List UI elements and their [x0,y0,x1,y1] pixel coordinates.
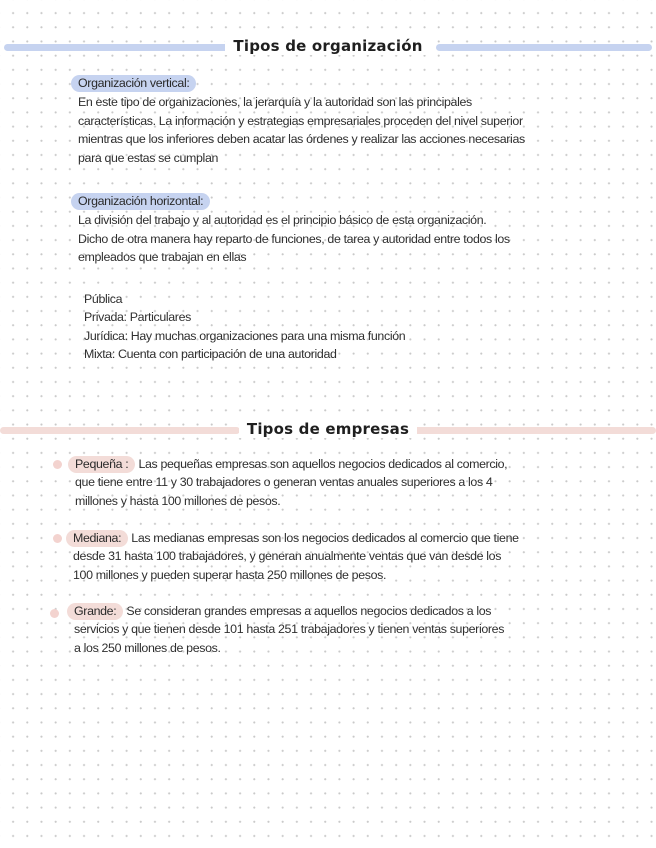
vertical-organization-text [71,93,611,167]
horizontal-organization-block [71,192,611,267]
vertical-organization-label: Organización vertical: [71,75,196,92]
text-line: desde 31 hasta 100 trabajadores, y generan anualmente ventas que van desde los [73,549,502,564]
item-label: Grande: [67,603,123,620]
text-line: servicios y que tienen desde 101 hasta 251 trabajadores y tienen ventas superiores [74,622,505,637]
empresa-item-grande [67,602,587,657]
empresa-item-mediana [66,529,586,584]
list-item: Pública [84,292,123,306]
text-line: para que estas se cumplan [78,150,219,165]
vertical-organization-block [71,74,611,167]
text-line: mientras que los inferiores deben acatar las órdenes y realizar las acciones necesarias [78,132,525,147]
list-item: Jurídica: Hay muchas organizaciones para una misma función [84,328,406,343]
empresa-item-pequena [68,455,588,510]
text-line: Dicho de otra manera hay reparto de funciones, de tarea y autoridad entre todos los [78,231,510,246]
text-line: a los 250 millones de pesos. [74,640,221,655]
text-line: millones y hasta 100 millones de pesos. [75,493,281,508]
text-line: 100 millones y pueden superar hasta 250 millones de pesos. [73,567,387,582]
section-title-text: Tipos de organización [225,37,430,55]
section-title [0,420,656,438]
section-title [0,37,656,55]
section-organizacion-header [0,37,656,57]
item-text: Se consideran grandes empresas a aquellos negocios dedicados a los [123,604,492,618]
list-item: Privada: Particulares [84,310,191,325]
item-body [67,620,587,657]
bullet-dot [50,609,59,618]
section-empresas-header [0,420,656,440]
item-text: Las pequeñas empresas son aquellos negocios dedicados al comercio, [135,457,508,471]
item-body [66,547,586,584]
item-body [68,473,588,510]
text-line: En este tipo de organizaciones, la jerarquía y la autoridad son las principales [78,95,472,110]
organization-types-list [84,290,604,364]
item-text: Las medianas empresas son los negocios dedicados al comercio que tiene [128,531,519,545]
bullet-dot [53,460,62,469]
text-line: que tiene entre 11 y 30 trabajadores o generan ventas anuales superiores a los 4 [75,475,493,490]
section-title-text: Tipos de empresas [239,420,417,438]
list-item: Mixta: Cuenta con participación de una autoridad [84,347,337,362]
bullet-dot [53,534,62,543]
item-label: Pequeña : [68,456,135,473]
text-line: La división del trabajo y al autoridad es el principio básico de esta organización. [78,213,487,228]
text-line: empleados que trabajan en ellas [78,250,247,265]
text-line: características. La información y estrategias empresariales proceden del nivel superior [78,113,523,128]
item-first-line [68,455,588,473]
item-label: Mediana: [66,530,128,547]
horizontal-organization-label: Organización horizontal: [71,193,210,210]
item-first-line [67,602,587,620]
horizontal-organization-text [71,211,611,266]
item-first-line [66,529,586,547]
